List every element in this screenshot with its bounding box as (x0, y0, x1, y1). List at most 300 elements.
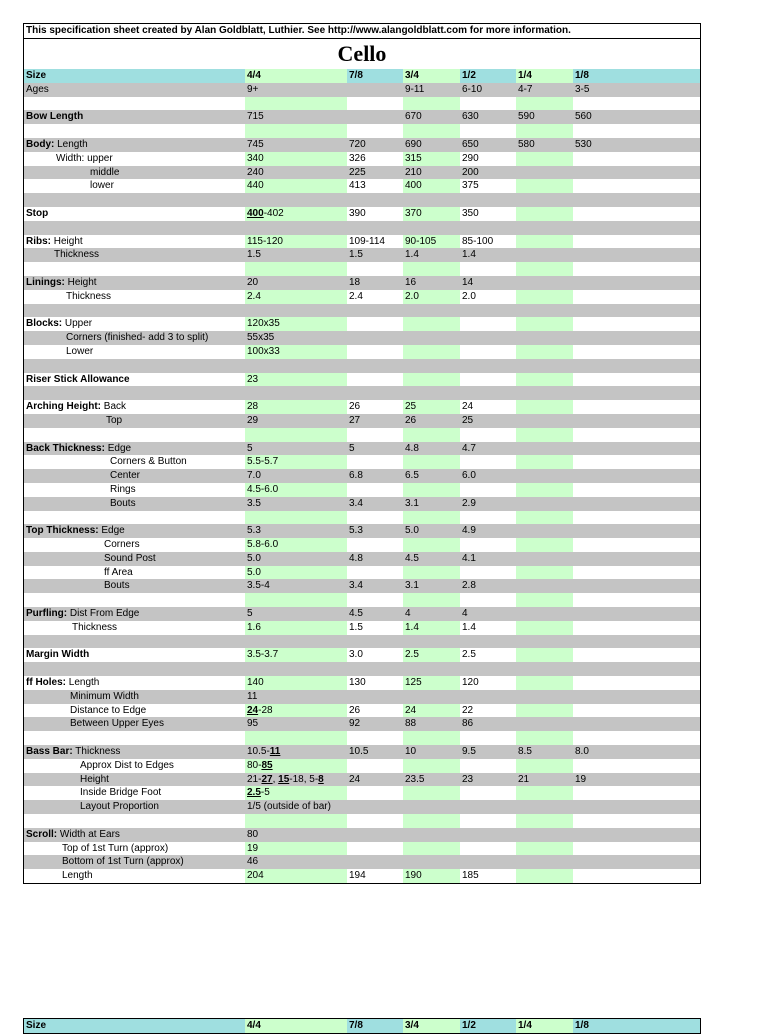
table-cell: 2.0 (403, 290, 460, 304)
table-cell (516, 717, 573, 731)
table-cell (460, 124, 516, 138)
table-cell: 5.3 (245, 524, 347, 538)
table-cell (347, 317, 403, 331)
row-sublabel: Bouts (104, 580, 130, 592)
row-sublabel: Top of 1st Turn (approx) (62, 842, 169, 854)
table-cell (347, 359, 403, 373)
table-row (24, 717, 700, 731)
table-row (24, 414, 700, 428)
row-heading: Ribs: (26, 235, 51, 247)
row-label (24, 855, 245, 869)
table-cell (403, 124, 460, 138)
table-cell (347, 262, 403, 276)
table-cell (516, 855, 573, 869)
table-cell (347, 635, 403, 649)
table-cell (403, 828, 460, 842)
row-label (24, 331, 245, 345)
table-cell: 5 (245, 442, 347, 456)
table-cell (460, 373, 516, 387)
table-cell (516, 414, 573, 428)
table-cell (403, 731, 460, 745)
table-cell: 2.8 (460, 579, 516, 593)
row-sublabel: Back (101, 401, 127, 413)
table-cell (347, 455, 403, 469)
table-cell (573, 455, 700, 469)
row-label (24, 552, 245, 566)
table-cell (460, 814, 516, 828)
table-cell (245, 511, 347, 525)
column-header: 1/8 (573, 69, 700, 83)
table-row (24, 648, 700, 662)
table-cell: 1.4 (462, 621, 476, 633)
row-label (24, 828, 245, 842)
row-sublabel: Length (66, 677, 100, 689)
table-cell: 23 (460, 773, 516, 787)
row-sublabel: Center (110, 470, 141, 482)
table-cell: 85-100 (462, 235, 494, 247)
spacer-row (24, 221, 700, 235)
table-cell (347, 83, 403, 97)
row-heading: Scroll: (26, 828, 58, 840)
spec-table-page-2 (24, 1019, 700, 1033)
table-cell (403, 593, 460, 607)
table-cell: 690 (403, 138, 460, 152)
table-cell: 720 (347, 138, 403, 152)
row-sublabel: Minimum Width (70, 690, 139, 702)
table-cell: 413 (349, 180, 366, 192)
row-sublabel: Length (62, 870, 93, 882)
table-row (24, 773, 700, 787)
table-cell: 4.8 (347, 552, 403, 566)
row-label (24, 400, 245, 414)
table-cell (516, 235, 573, 249)
table-cell (460, 759, 516, 773)
table-cell (573, 400, 700, 414)
table-cell: 9-11 (403, 83, 460, 97)
table-row (24, 745, 700, 759)
table-cell (516, 97, 573, 111)
table-cell (347, 842, 403, 856)
table-cell (516, 483, 573, 497)
table-cell (403, 635, 460, 649)
table-cell: 11 (245, 690, 347, 704)
table-cell (516, 869, 573, 883)
row-heading: Linings: (26, 276, 65, 288)
table-cell (245, 731, 347, 745)
table-cell (403, 786, 460, 800)
table-cell (573, 511, 700, 525)
table-cell (460, 842, 516, 856)
table-cell (403, 317, 460, 331)
table-cell: 2.5 (462, 649, 476, 661)
spacer-row (24, 814, 700, 828)
table-cell (347, 373, 403, 387)
table-cell (516, 455, 573, 469)
table-cell (516, 221, 573, 235)
table-cell: 630 (460, 110, 516, 124)
table-cell: 80-85 (245, 759, 347, 773)
table-cell (403, 373, 460, 387)
table-cell: 4 (403, 607, 460, 621)
row-label (24, 455, 245, 469)
table-cell: 3.4 (347, 579, 403, 593)
table-cell: 86 (460, 717, 516, 731)
table-cell: 5.0 (245, 552, 347, 566)
table-cell (516, 828, 573, 842)
table-cell: 400 (403, 179, 460, 193)
table-cell: 6-10 (460, 83, 516, 97)
table-cell (573, 345, 700, 359)
table-row (24, 690, 700, 704)
spacer-row (24, 511, 700, 525)
table-row (24, 469, 700, 483)
table-row (24, 566, 700, 580)
table-cell (460, 345, 516, 359)
row-label (24, 731, 245, 745)
row-label (24, 759, 245, 773)
table-cell: 3.5 (245, 497, 347, 511)
table-cell (516, 621, 573, 635)
table-cell: 5.5-5.7 (245, 455, 347, 469)
column-header-row (24, 69, 700, 83)
table-cell (460, 483, 516, 497)
column-header-row (24, 1019, 700, 1033)
row-label (24, 359, 245, 373)
table-cell: 7.0 (245, 469, 347, 483)
row-label (24, 428, 245, 442)
table-cell: 1.5 (245, 248, 347, 262)
row-heading: Bow Length (26, 111, 84, 123)
row-label (24, 248, 245, 262)
row-label (24, 483, 245, 497)
row-sublabel: Dist From Edge (67, 608, 140, 620)
table-cell (516, 786, 573, 800)
table-cell: 8.0 (573, 745, 700, 759)
table-cell (573, 717, 700, 731)
table-cell: 2.9 (460, 497, 516, 511)
table-cell (573, 97, 700, 111)
table-cell (403, 511, 460, 525)
table-cell (403, 662, 460, 676)
table-cell (516, 607, 573, 621)
table-cell (516, 290, 573, 304)
table-cell: 3.4 (347, 497, 403, 511)
table-cell: 10 (403, 745, 460, 759)
column-header: 4/4 (245, 69, 347, 83)
table-cell: 55x35 (245, 331, 347, 345)
table-row (24, 759, 700, 773)
table-cell: 6.8 (347, 469, 403, 483)
table-cell (245, 262, 347, 276)
table-cell: 10.5-11 (245, 745, 347, 759)
table-row (24, 331, 700, 345)
table-cell: 9+ (245, 83, 347, 97)
table-cell: 650 (460, 138, 516, 152)
table-cell: 140 (245, 676, 347, 690)
spec-sheet (23, 23, 701, 884)
table-cell (347, 511, 403, 525)
table-row (24, 110, 700, 124)
table-cell (516, 262, 573, 276)
table-cell (347, 786, 403, 800)
column-header: Size (24, 69, 245, 83)
row-sublabel: Height (80, 773, 109, 785)
row-label (24, 83, 245, 97)
row-label (24, 276, 245, 290)
table-cell: 1.6 (245, 621, 347, 635)
row-sublabel: Thickness (66, 290, 112, 302)
table-cell (403, 386, 460, 400)
table-cell: 22 (462, 704, 474, 716)
table-cell (573, 607, 700, 621)
table-cell (460, 786, 516, 800)
table-cell (573, 828, 700, 842)
table-cell (347, 428, 403, 442)
table-cell: 2.5-5 (245, 786, 347, 800)
table-cell (460, 262, 516, 276)
table-cell (460, 97, 516, 111)
table-cell (573, 566, 700, 580)
table-cell (516, 331, 573, 345)
table-cell: 88 (403, 717, 460, 731)
table-cell (403, 483, 460, 497)
table-cell: 9.5 (460, 745, 516, 759)
table-cell: 390 (349, 207, 366, 219)
row-heading: Purfling: (26, 608, 68, 620)
table-cell (516, 345, 573, 359)
row-sublabel: Thickness (72, 746, 121, 758)
row-sublabel: Upper (62, 318, 93, 330)
table-cell (573, 235, 700, 249)
table-cell: 590 (516, 110, 573, 124)
table-cell: 2.4 (349, 290, 363, 302)
table-cell: 580 (516, 138, 573, 152)
table-cell (573, 276, 700, 290)
row-sublabel: Corners (finished- add 3 to split) (66, 332, 209, 344)
row-label (24, 386, 245, 400)
row-sublabel: Rings (110, 483, 136, 495)
row-heading: Body: (26, 138, 55, 150)
table-cell (573, 552, 700, 566)
table-cell: 6.0 (460, 469, 516, 483)
table-cell: 225 (347, 166, 403, 180)
row-sublabel: Bottom of 1st Turn (approx) (62, 856, 184, 868)
table-cell: 1.4 (403, 621, 460, 635)
column-header: 1/2 (460, 1019, 516, 1033)
table-row (24, 786, 700, 800)
table-cell (245, 428, 347, 442)
row-label (24, 138, 245, 152)
table-cell: 240 (245, 166, 347, 180)
table-cell (347, 304, 403, 318)
table-cell: 3.5-3.7 (245, 648, 347, 662)
table-row (24, 524, 700, 538)
table-cell (573, 731, 700, 745)
table-cell (460, 331, 516, 345)
table-cell: 3.1 (403, 579, 460, 593)
row-label (24, 814, 245, 828)
row-label (24, 166, 245, 180)
table-cell: 120 (462, 677, 479, 689)
table-cell (516, 731, 573, 745)
table-cell (516, 207, 573, 221)
table-cell: 18 (347, 276, 403, 290)
table-cell: 5.3 (347, 524, 403, 538)
table-cell (573, 193, 700, 207)
table-cell (573, 124, 700, 138)
table-cell (573, 262, 700, 276)
table-cell: 29 (245, 414, 347, 428)
table-cell (516, 359, 573, 373)
row-label (24, 842, 245, 856)
table-cell: 4.7 (460, 442, 516, 456)
table-cell (403, 855, 460, 869)
table-cell (347, 814, 403, 828)
table-cell: 715 (245, 110, 347, 124)
table-cell (460, 455, 516, 469)
table-cell (460, 193, 516, 207)
table-cell (403, 331, 460, 345)
table-cell (347, 345, 403, 359)
table-cell (516, 704, 573, 718)
table-cell (403, 262, 460, 276)
row-sublabel: ff Area (104, 566, 133, 578)
table-cell: 194 (349, 870, 366, 882)
table-row (24, 248, 700, 262)
row-sublabel: Sound Post (104, 552, 156, 564)
table-cell (516, 166, 573, 180)
table-row (24, 400, 700, 414)
row-label (24, 304, 245, 318)
table-cell: 8.5 (516, 745, 573, 759)
table-cell (573, 814, 700, 828)
row-label (24, 97, 245, 111)
row-sublabel: Thickness (54, 249, 100, 261)
table-cell: 2.0 (462, 290, 476, 302)
table-row (24, 290, 700, 304)
table-cell: 1.4 (403, 248, 460, 262)
table-cell (347, 855, 403, 869)
row-label (24, 773, 245, 787)
row-sublabel: Edge (104, 442, 132, 454)
row-sublabel: Height (64, 276, 97, 288)
table-cell (347, 759, 403, 773)
table-cell: 5 (245, 607, 347, 621)
row-heading: Bass Bar: (26, 746, 73, 758)
table-cell: 350 (462, 207, 479, 219)
table-cell (245, 304, 347, 318)
table-cell: 100x33 (245, 345, 347, 359)
table-cell: 210 (403, 166, 460, 180)
table-cell: 24 (347, 773, 403, 787)
table-cell (573, 538, 700, 552)
spacer-row (24, 635, 700, 649)
row-sublabel: Bouts (110, 497, 136, 509)
column-header: 1/4 (516, 69, 573, 83)
table-cell (516, 373, 573, 387)
row-label (24, 207, 245, 221)
row-label (24, 152, 245, 166)
table-cell: 326 (349, 152, 366, 164)
table-cell (573, 152, 700, 166)
table-cell (403, 842, 460, 856)
table-cell (403, 428, 460, 442)
table-cell (573, 800, 700, 814)
row-label (24, 497, 245, 511)
table-cell (460, 566, 516, 580)
table-cell: 2.4 (245, 290, 347, 304)
row-heading: Blocks: (26, 318, 63, 330)
table-row (24, 455, 700, 469)
table-cell (516, 428, 573, 442)
table-cell (573, 442, 700, 456)
table-row (24, 207, 700, 221)
table-cell: 120x35 (245, 317, 347, 331)
table-cell (403, 359, 460, 373)
table-cell (403, 814, 460, 828)
table-cell (403, 800, 460, 814)
row-heading: Margin Width (26, 649, 90, 661)
table-cell (573, 786, 700, 800)
spacer-row (24, 731, 700, 745)
table-cell: 185 (462, 870, 479, 882)
table-cell (516, 442, 573, 456)
table-cell: 3-5 (573, 83, 700, 97)
row-heading: Arching Height: (26, 401, 101, 413)
column-header: 4/4 (245, 1019, 347, 1033)
table-cell (516, 179, 573, 193)
table-cell (516, 276, 573, 290)
table-cell (516, 690, 573, 704)
table-cell: 3.0 (349, 649, 363, 661)
table-cell: 290 (462, 152, 479, 164)
table-cell: 25 (403, 400, 460, 414)
table-cell (245, 124, 347, 138)
table-cell: 190 (403, 869, 460, 883)
table-cell: 6.5 (403, 469, 460, 483)
spacer-row (24, 304, 700, 318)
table-cell (516, 593, 573, 607)
table-cell (516, 317, 573, 331)
table-cell (460, 662, 516, 676)
row-heading: Back Thickness: (26, 442, 105, 454)
table-cell: 440 (245, 179, 347, 193)
row-label (24, 717, 245, 731)
table-cell: 24 (462, 401, 474, 413)
table-cell: 340 (245, 152, 347, 166)
table-cell (573, 524, 700, 538)
table-cell (516, 524, 573, 538)
table-row (24, 828, 700, 842)
table-cell (573, 593, 700, 607)
table-cell (403, 221, 460, 235)
column-header: Size (24, 1019, 245, 1033)
table-cell (573, 331, 700, 345)
table-cell: 3.1 (403, 497, 460, 511)
table-cell: 204 (245, 869, 347, 883)
table-cell (516, 635, 573, 649)
table-cell (347, 828, 403, 842)
table-cell (573, 676, 700, 690)
table-row (24, 538, 700, 552)
table-cell (573, 359, 700, 373)
row-sublabel: Distance to Edge (70, 704, 147, 716)
table-cell: 4.1 (460, 552, 516, 566)
row-label (24, 221, 245, 235)
row-label (24, 676, 245, 690)
table-cell (403, 304, 460, 318)
table-cell (245, 386, 347, 400)
